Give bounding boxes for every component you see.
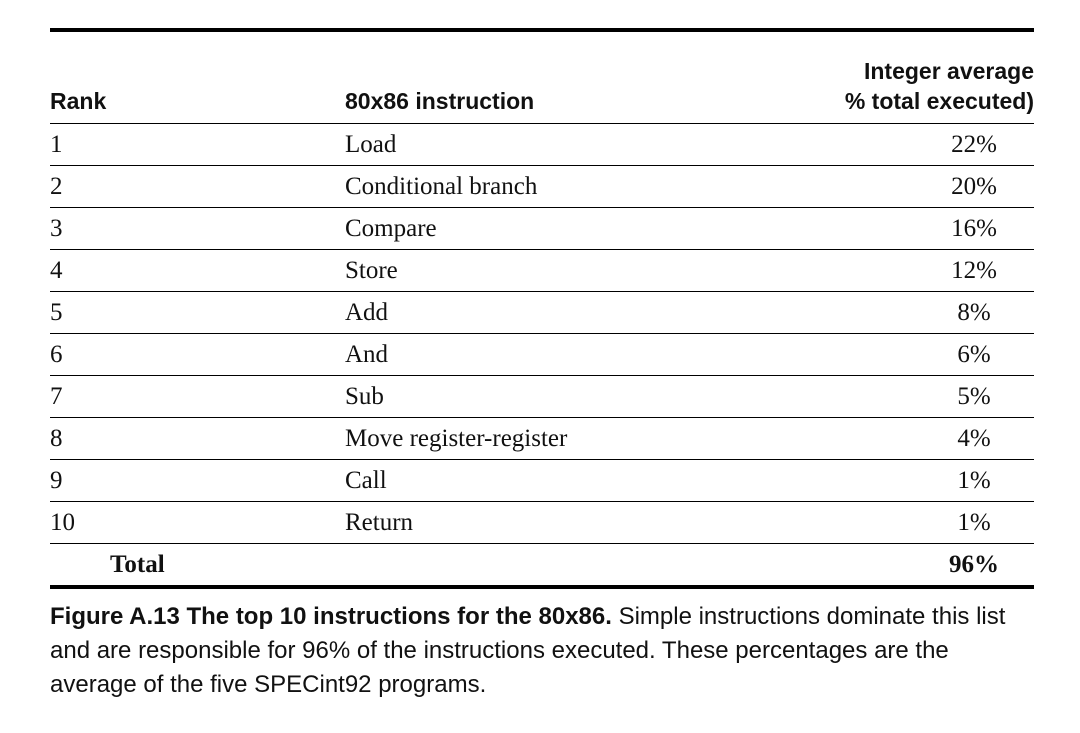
- header-integer-average: [734, 32, 1034, 124]
- rank-cell: 10: [50, 502, 345, 544]
- figure-caption: [50, 600, 1040, 702]
- percent-cell: 1%: [734, 502, 1034, 544]
- bottom-rule: [50, 585, 1034, 589]
- table-row: [50, 250, 1034, 292]
- instruction-cell: Return: [345, 502, 734, 544]
- rank-cell: 3: [50, 208, 345, 250]
- instruction-cell: Compare: [345, 208, 734, 250]
- table-row: [50, 292, 1034, 334]
- table-row: [50, 208, 1034, 250]
- instruction-table: [50, 32, 1034, 585]
- total-label: Total: [50, 544, 345, 586]
- instruction-cell: Store: [345, 250, 734, 292]
- total-empty-cell: [345, 544, 734, 586]
- percent-cell: 6%: [734, 334, 1034, 376]
- header-rank: Rank: [50, 32, 345, 124]
- percent-cell: 22%: [734, 124, 1034, 166]
- rank-cell: 7: [50, 376, 345, 418]
- percent-cell: 20%: [734, 166, 1034, 208]
- instruction-table-container: [50, 28, 1034, 589]
- header-instruction: 80x86 instruction: [345, 32, 734, 124]
- rank-cell: 4: [50, 250, 345, 292]
- total-row: [50, 544, 1034, 586]
- percent-cell: 16%: [734, 208, 1034, 250]
- table-row: [50, 166, 1034, 208]
- rank-cell: 6: [50, 334, 345, 376]
- rank-cell: 8: [50, 418, 345, 460]
- header-value-line1: Integer average: [863, 58, 1034, 84]
- caption-body: Simple instructions dominate this list and are responsible for 96% of the instructions executed. These percentages are the average of the five SPECint92 programs.: [50, 603, 1006, 698]
- table-row: [50, 418, 1034, 460]
- rank-cell: 2: [50, 166, 345, 208]
- instruction-cell: And: [345, 334, 734, 376]
- rank-cell: 5: [50, 292, 345, 334]
- percent-cell: 8%: [734, 292, 1034, 334]
- instruction-cell: Call: [345, 460, 734, 502]
- instruction-cell: Move register-register: [345, 418, 734, 460]
- table-row: [50, 376, 1034, 418]
- instruction-cell: Conditional branch: [345, 166, 734, 208]
- table-row: [50, 460, 1034, 502]
- rank-cell: 9: [50, 460, 345, 502]
- instruction-cell: Add: [345, 292, 734, 334]
- percent-cell: 4%: [734, 418, 1034, 460]
- header-row: [50, 32, 1034, 124]
- instruction-cell: Sub: [345, 376, 734, 418]
- table-row: [50, 502, 1034, 544]
- instruction-cell: Load: [345, 124, 734, 166]
- total-value: 96%: [734, 544, 1034, 586]
- caption-lead: Figure A.13 The top 10 instructions for the 80x86.: [50, 603, 612, 630]
- rank-cell: 1: [50, 124, 345, 166]
- header-value-line2: % total executed): [844, 88, 1034, 114]
- table-row: [50, 334, 1034, 376]
- table-row: [50, 124, 1034, 166]
- percent-cell: 1%: [734, 460, 1034, 502]
- percent-cell: 5%: [734, 376, 1034, 418]
- percent-cell: 12%: [734, 250, 1034, 292]
